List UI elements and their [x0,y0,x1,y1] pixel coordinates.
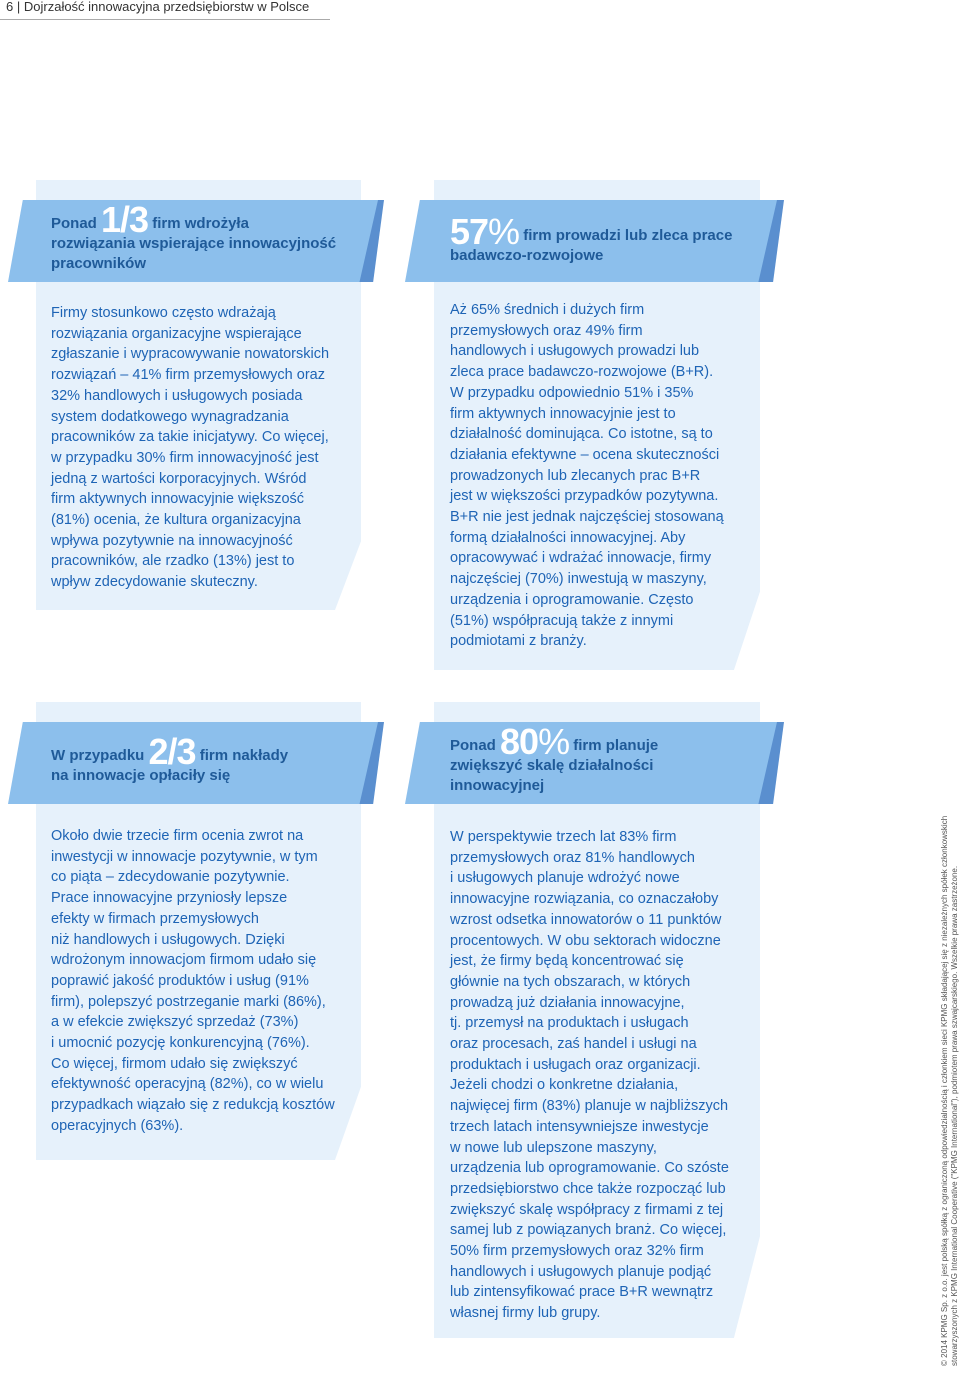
headline-line-3: innowacyjnej [450,777,545,794]
body-line: firm aktywnych innowacyjnie większość [51,491,305,508]
body-line: firm), polepszyć postrzeganie marki (86%), [51,993,326,1010]
headline-figure: 1/3 [101,199,149,240]
body-line: system dodatkowego wynagradzania [51,408,289,425]
body-line: 32% handlowych i usługowych posiada [51,387,303,404]
body-line: Jeżeli chodzi o konkretne działania, [450,1077,679,1094]
headline-line-2: rozwiązania wspierające innowacyjność [51,235,337,252]
card-4-headline [450,721,770,796]
headline-rest: firm planuje [573,737,659,754]
body-line: Około dwie trzecie firm ocenia zwrot na [51,828,304,844]
body-line: pracowników, ale rzadko (13%) jest to [51,553,295,570]
body-line: poprawić jakość produktów i usług (91% [51,972,309,989]
body-line: jedną z wartości korporacyjnych. Wśród [51,470,307,487]
headline-percent-sign: % [488,211,520,252]
card-1-body [51,303,356,593]
headline-line-2: zwiększyć skalę działalności [450,757,654,774]
body-line: prowadzonych lub zlecanych prac B+R [450,467,701,484]
headline-figure: 57 [450,211,489,252]
body-line: rozwiązań – 41% firm przemysłowych oraz [51,367,325,384]
body-line: co piąta – zdecydowanie pozytywnie. [51,869,290,886]
body-line: i usługowych planuje wdrożyć nowe [450,870,680,887]
body-line: efekty w firmach przemysłowych [51,910,259,927]
body-line: pracowników za takie inicjatywy. Co więcej, [51,429,329,446]
copyright-note [940,806,960,1366]
body-line: innowacyjne rozwiązania, co oznaczałoby [450,891,719,908]
headline-line-2: na innowacje opłaciły się [51,767,231,784]
body-line: działalność dominująca. Co istotne, są to [450,426,713,443]
body-line: podmiotami z branży. [450,633,587,650]
body-line: efektywność operacyjną (82%), co w wielu [51,1076,324,1093]
body-line: jest, że firmy będą koncentrować się [450,953,684,970]
body-line: W przypadku odpowiednio 51% i 35% [450,384,694,401]
body-line: Aż 65% średnich i dużych firm [450,302,645,318]
body-line: przemysłowych oraz 49% firm [450,322,643,339]
headline-rest: firm nakłady [199,747,289,764]
headline-figure: 80 [500,721,539,762]
body-line: trzech latach intensywniejsze inwestycje [450,1118,709,1135]
headline-rest: firm wdrożyła [152,215,249,232]
body-line: wdrożonym innowacjom firmom udało się [51,952,317,969]
body-line: głównie na tych obszarach, w których [450,973,691,990]
body-line: wpływa pozytywnie na innowacyjność [51,532,293,549]
headline-rest: firm prowadzi lub zleca prace [523,227,733,244]
body-line: rozwiązania organizacyjne wspierające [51,325,302,342]
body-line: wpływ zdecydowanie skuteczny. [51,574,258,591]
body-line: wzrost odsetka innowatorów o 11 punktów [450,911,722,928]
body-line: operacyjnych (63%). [51,1117,184,1134]
body-line: W perspektywie trzech lat 83% firm [450,829,677,845]
headline-line-3: pracowników [51,255,147,272]
body-line: samej lub z powiązanych branż. Co więcej, [450,1222,727,1239]
body-line: przypadkach wiązało się z redukcją kosztów [51,1097,335,1114]
body-line: tj. przemysł na produktach i usługach [450,1015,689,1032]
document-title: Dojrzałość innowacyjna przedsiębiorstw w Polsce [23,0,310,14]
body-line: handlowych i usługowych prowadzi lub [450,343,700,360]
body-line: (81%) ocenia, że kultura organizacyjna [51,512,301,529]
body-line: opracowywać i wdrażać innowacje, firmy [450,550,712,567]
body-line: w nowe lub ulepszone maszyny, [450,1139,657,1156]
page-number: 6 [6,0,14,14]
body-line: własnej firmy lub grupy. [450,1305,601,1322]
body-line: i umocnić pozycję konkurencyjną (76%). [51,1035,310,1052]
body-line: najczęściej (70%) inwestują w maszyny, [450,571,707,588]
headline-prefix: Ponad [51,215,97,232]
headline-figure: 2/3 [148,731,196,772]
body-line: zleca prace badawczo-rozwojowe (B+R). [450,364,714,381]
body-line: produktach i usługach oraz organizacji. [450,1056,701,1073]
body-line: jest w większości przypadków pozytywna. [450,488,719,505]
headline-percent-sign: % [538,721,570,762]
body-line: handlowych i usługowych planuje podjąć [450,1263,712,1280]
page-header [6,0,309,14]
body-line: najwięcej firm (83%) planuje w najbliższych [450,1098,729,1115]
body-line: zwiększyć skalę współpracy z firmami z tej [450,1201,724,1218]
body-line: Prace innowacyjne przyniosły lepsze [51,890,288,907]
body-line: B+R nie jest jednak najczęściej stosowaną [450,509,724,526]
body-line: oraz procesach, zaś handel i usługi na [450,1036,697,1053]
card-2-headline [450,211,770,266]
card-3-headline [51,731,371,786]
headline-prefix: W przypadku [51,747,145,764]
body-line: (51%) współpracują także z innymi [450,612,674,629]
body-line: Firmy stosunkowo często wdrażają [51,305,276,321]
body-line: przemysłowych oraz 81% handlowych [450,849,695,866]
body-line: niż handlowych i usługowych. Dzięki [51,931,285,948]
body-line: 50% firm przemysłowych oraz 32% firm [450,1243,704,1260]
header-separator: | [16,0,21,14]
body-line: lub zintensyfikować prace B+R wewnątrz [450,1284,714,1301]
headline-prefix: Ponad [450,737,496,754]
body-line: urządzenia i oprogramowanie. Często [450,591,694,608]
card-2-body [450,300,755,652]
card-4-body [450,827,755,1324]
header-rule [0,19,330,20]
copyright-line-1: © 2014 KPMG Sp. z o.o. jest polską spółką z ograniczoną odpowiedzialnością i członkiem sieci KPMG składającej się z niezależnych spółek członkowskich [940,815,949,1366]
body-line: firm aktywnych innowacyjnie jest to [450,405,676,422]
card-3-body [51,826,356,1137]
card-1-headline [51,199,371,274]
body-line: inwestycji w innowacje pozytywnie, w tym [51,848,318,865]
body-line: przedsiębiorstwo chce także rozpocząć lub [450,1180,726,1197]
body-line: prowadzą już działania innowacyjne, [450,994,685,1011]
body-line: a w efekcie zwiększyć sprzedaż (73%) [51,1014,299,1031]
body-line: zgłaszanie i wypracowywanie nowatorskich [51,346,330,363]
headline-line-2: badawczo-rozwojowe [450,247,604,264]
body-line: Co więcej, firmom udało się zwiększyć [51,1055,298,1072]
copyright-line-2: stowarzyszonych z KPMG International Cooperative ("KPMG International"), podmiotem prawa szwajcarskiego. Wszelkie prawa zastrzeżone. [950,865,959,1366]
body-line: formą działalności innowacyjnej. Aby [450,529,686,546]
body-line: procentowych. W obu sektorach widoczne [450,932,721,949]
body-line: działania efektywne – ocena skuteczności [450,446,720,463]
body-line: w przypadku 30% firm innowacyjność jest [51,449,319,466]
body-line: urządzenia lub oprogramowanie. Co szóste [450,1160,729,1177]
